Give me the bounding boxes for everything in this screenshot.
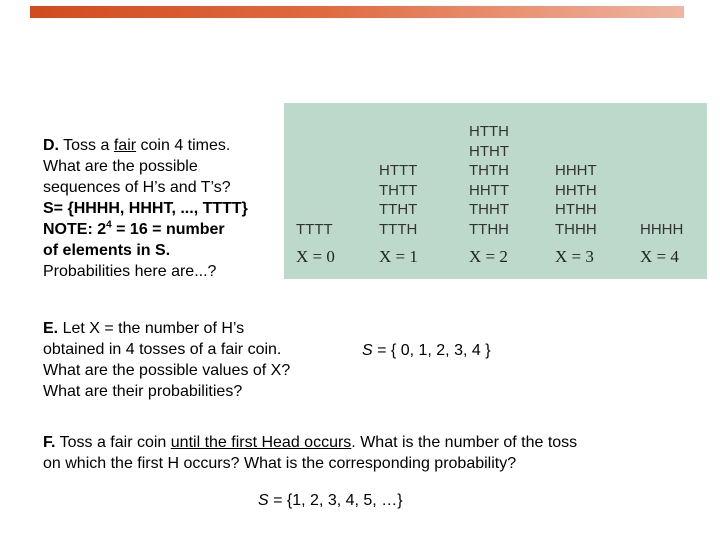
outcome-table: [284, 103, 707, 279]
part-d-line2: What are the possible: [43, 158, 198, 175]
sequence-cell: THTH: [469, 162, 509, 179]
part-d-line3: sequences of H’s and T’s?: [43, 179, 231, 196]
part-f-sample-space: [258, 492, 403, 510]
part-f-letter: F.: [43, 434, 56, 451]
sequence-cell: HHTH: [555, 181, 597, 199]
set-symbol: S: [258, 492, 269, 509]
set-symbol: S: [362, 342, 373, 359]
part-e-sample-space: [362, 342, 491, 360]
sequence-cell: THHT: [469, 201, 509, 218]
part-e-line1: Let X = the number of H’s: [58, 320, 245, 337]
sequence-cell: HHHH: [640, 220, 684, 238]
part-d-text: [43, 135, 283, 282]
part-f-line1b: . What is the number of the toss: [351, 434, 578, 451]
sequence-cell: HTTT: [379, 162, 418, 179]
part-f-text: [43, 432, 693, 474]
sequence-cell: HTHH: [555, 201, 597, 218]
part-d-fair-word: fair: [113, 137, 137, 154]
sequence-cell: HHTT: [469, 181, 509, 199]
part-f-line1a: Toss a fair coin: [55, 434, 171, 451]
sequence-cell: HTTH: [469, 123, 509, 140]
sequence-cell: HTHT: [469, 142, 509, 160]
part-d-note: [43, 219, 283, 240]
x-label-3: X = 3: [555, 247, 594, 266]
x-label-0: X = 0: [296, 247, 335, 266]
part-d-sample-space: S= {HHHH, HHHT, ..., TTTT}: [43, 200, 248, 217]
note-prefix: NOTE: 2: [43, 221, 107, 238]
note-rest: = 16 = number: [111, 221, 225, 238]
part-d-line7: Probabilities here are...?: [43, 263, 217, 280]
outcome-column-x4: [640, 220, 683, 240]
part-f-line2: on which the first H occurs? What is the corresponding probability?: [43, 455, 517, 472]
part-e-line3: What are the possible values of X?: [43, 362, 291, 379]
part-d-line6: of elements in S.: [43, 242, 171, 259]
part-e-letter: E.: [43, 320, 59, 337]
part-d-letter: D.: [43, 137, 59, 154]
x-label-1: X = 1: [379, 247, 418, 266]
sequence-cell: TTTT: [296, 220, 333, 238]
sequence-cell: THTT: [379, 181, 418, 199]
part-e-line2: obtained in 4 tosses of a fair coin.: [43, 341, 282, 358]
part-d-line1-end: coin 4 times.: [136, 137, 231, 154]
outcome-column-x0: [296, 220, 333, 240]
outcome-column-x1: [379, 161, 417, 239]
x-label-2: X = 2: [469, 247, 508, 266]
sequence-cell: TTHT: [379, 201, 418, 218]
sequence-cell: TTHH: [469, 220, 509, 238]
sequence-cell: THHH: [555, 220, 597, 238]
set-values: = { 0, 1, 2, 3, 4 }: [372, 342, 491, 359]
outcome-column-x2: [469, 122, 509, 239]
part-e-line4: What are their probabilities?: [43, 383, 243, 400]
part-e-text: [43, 318, 343, 402]
sequence-cell: HHHT: [555, 162, 597, 179]
part-d-line1: Toss a: [59, 137, 114, 154]
title-accent-bar: [30, 6, 684, 18]
note-exponent: 4: [106, 219, 112, 231]
outcome-column-x3: [555, 161, 597, 239]
x-label-4: X = 4: [640, 247, 679, 266]
sequence-cell: TTTH: [379, 220, 418, 238]
set-values: = {1, 2, 3, 4, 5, …}: [268, 492, 403, 509]
part-f-underlined: until the first Head occurs: [170, 434, 352, 451]
